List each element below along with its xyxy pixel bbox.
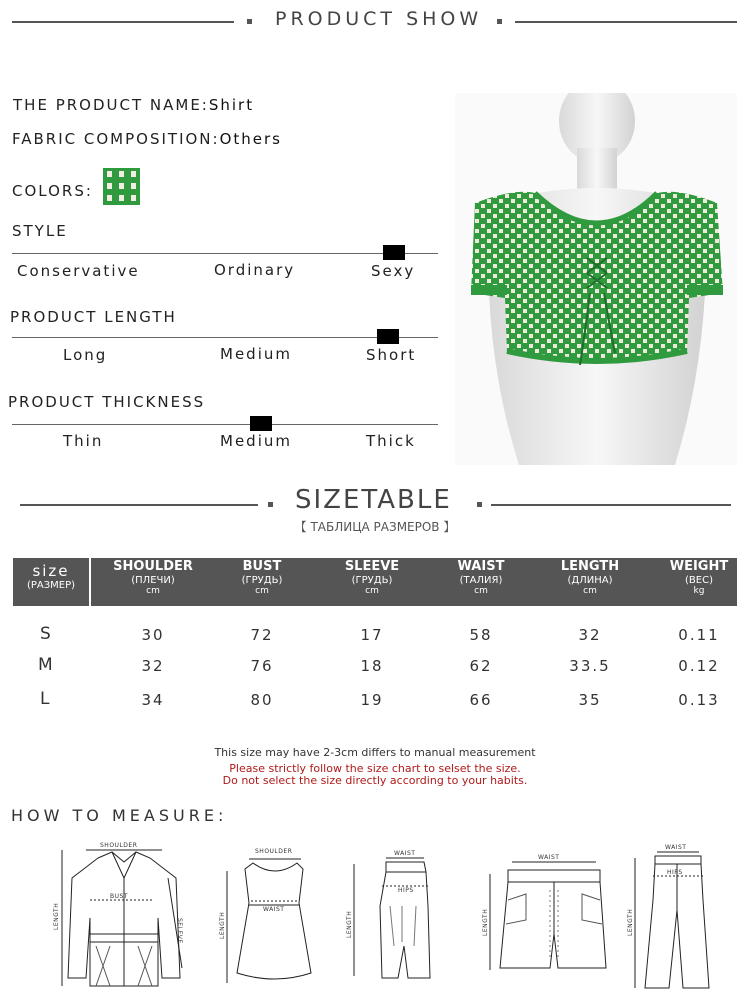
skirt-waist-label: WAIST [394,850,416,857]
style-label-conservative: Conservative [17,262,140,280]
cell-shoulder: 32 [141,657,165,675]
header-size [13,563,89,592]
dress-length-label: LENGTH [219,911,226,939]
row-size: M [38,655,53,675]
cell-sleeve: 18 [360,657,384,675]
product-name-value: Shirt [208,96,255,114]
pants-length-label: LENGTH [627,908,634,936]
thickness-scale-line [12,424,438,425]
header-weight-ru: (ВЕС) [685,574,713,586]
cell-weight: 0.13 [678,691,720,709]
header-weight-main: WEIGHT [669,559,729,574]
page-title: PRODUCT SHOW [275,8,483,30]
header-dot-right [497,19,502,24]
row-size: L [40,689,50,709]
header-sleeve-ru: (ГРУДЬ) [351,574,393,586]
length-label-medium: Medium [220,345,292,363]
style-scale-line [12,253,438,254]
length-title: PRODUCT LENGTH [10,308,177,326]
style-marker [383,245,405,260]
pants-diagram [625,840,725,995]
shorts-length-label: LENGTH [482,908,489,936]
cell-waist: 62 [469,657,493,675]
header-sleeve-unit: cm [365,586,379,597]
cell-bust: 72 [250,626,274,644]
sizetable-dot-right [477,502,482,507]
thickness-label-thick: Thick [366,432,416,450]
jacket-shoulder-label: SHOULDER [100,842,138,849]
header-length-unit: cm [583,586,597,597]
sizetable-rule-left [20,504,258,506]
pants-waist-label: WAIST [665,844,687,851]
crop-top-sleeve-cuff-right [687,285,723,295]
length-scale-line [12,337,438,338]
jacket-diagram [50,838,200,990]
color-swatch[interactable] [103,168,140,205]
header-weight-unit: kg [693,586,705,597]
cell-sleeve: 19 [360,691,384,709]
skirt-diagram [342,846,442,986]
colors-row [12,182,93,200]
header-bust [217,560,307,597]
product-name-label: THE PRODUCT NAME: [13,96,209,114]
header-waist-main: WAIST [457,559,505,574]
product-name [13,96,254,114]
cell-waist: 66 [469,691,493,709]
length-label-short: Short [366,346,417,364]
product-photo [455,93,737,465]
size-warning-1: Please strictly follow the size chart to selset the size. [229,762,521,775]
length-label-long: Long [63,346,108,364]
header-sleeve [327,560,417,597]
header-dot-left [247,19,252,24]
row-size: S [40,624,51,644]
shorts-diagram [478,850,618,980]
cell-sleeve: 17 [360,626,384,644]
skirt-length-label: LENGTH [346,910,353,938]
header-length [545,560,635,597]
skirt-hips-label: HIPS [398,887,414,894]
header-size-ru: (РАЗМЕР) [26,580,76,592]
cell-shoulder: 34 [141,691,165,709]
cell-length: 33.5 [569,657,611,675]
sizetable-title: SIZETABLE [295,485,452,515]
style-title: STYLE [12,222,68,240]
thickness-title: PRODUCT THICKNESS [8,393,206,411]
style-label-sexy: Sexy [371,262,416,280]
cell-length: 35 [578,691,602,709]
header-waist-ru: (ТАЛИЯ) [459,574,503,586]
sizetable-dot-left [268,502,273,507]
jacket-bust-label: BUST [110,893,128,900]
header-size-main: size [32,562,70,580]
sizetable-rule-right [491,504,731,506]
header-length-ru: (ДЛИНА) [567,574,613,586]
header-length-main: LENGTH [560,559,620,574]
thickness-marker [250,416,272,431]
fabric-value: Others [219,130,282,148]
fabric-composition [12,130,282,148]
cell-bust: 76 [250,657,274,675]
header-bust-main: BUST [242,559,282,574]
header-bust-unit: cm [255,586,269,597]
size-note: This size may have 2-3cm differs to manual measurement [214,746,536,759]
jacket-length-label: LENGTH [53,902,60,930]
length-marker [377,329,399,344]
cell-bust: 80 [250,691,274,709]
cell-waist: 58 [469,626,493,644]
jacket-sleeve-label: SELEVE [176,918,183,944]
header-rule-right [515,21,737,23]
cell-length: 32 [578,626,602,644]
header-weight [654,560,744,597]
header-sleeve-main: SLEEVE [344,559,400,574]
dress-diagram [215,843,325,993]
cell-weight: 0.12 [678,657,720,675]
header-waist [436,560,526,597]
cell-shoulder: 30 [141,626,165,644]
cell-weight: 0.11 [678,626,720,644]
pants-hips-label: HIPS [667,869,683,876]
header-shoulder-main: SHOULDER [113,559,193,574]
dress-shoulder-label: SHOULDER [255,848,293,855]
thickness-label-thin: Thin [63,432,104,450]
header-shoulder-ru: (ПЛЕЧИ) [131,574,175,586]
crop-top-sleeve-cuff-left [471,285,507,295]
measure-title: HOW TO MEASURE: [11,806,228,825]
header-shoulder [108,560,198,597]
thickness-label-medium: Medium [220,432,292,450]
colors-label: COLORS: [12,182,93,200]
header-shoulder-unit: cm [146,586,160,597]
style-label-ordinary: Ordinary [214,261,296,279]
size-warning-2: Do not select the size directly according to your habits. [222,774,528,787]
sizetable-subtitle: 【 ТАБЛИЦА РАЗМЕРОВ 】 [294,520,456,534]
header-rule-left [12,21,234,23]
fabric-label: FABRIC COMPOSITION: [12,130,220,148]
dress-waist-label: WAIST [263,906,285,913]
header-bust-ru: (ГРУДЬ) [241,574,283,586]
shorts-waist-label: WAIST [538,854,560,861]
header-waist-unit: cm [474,586,488,597]
